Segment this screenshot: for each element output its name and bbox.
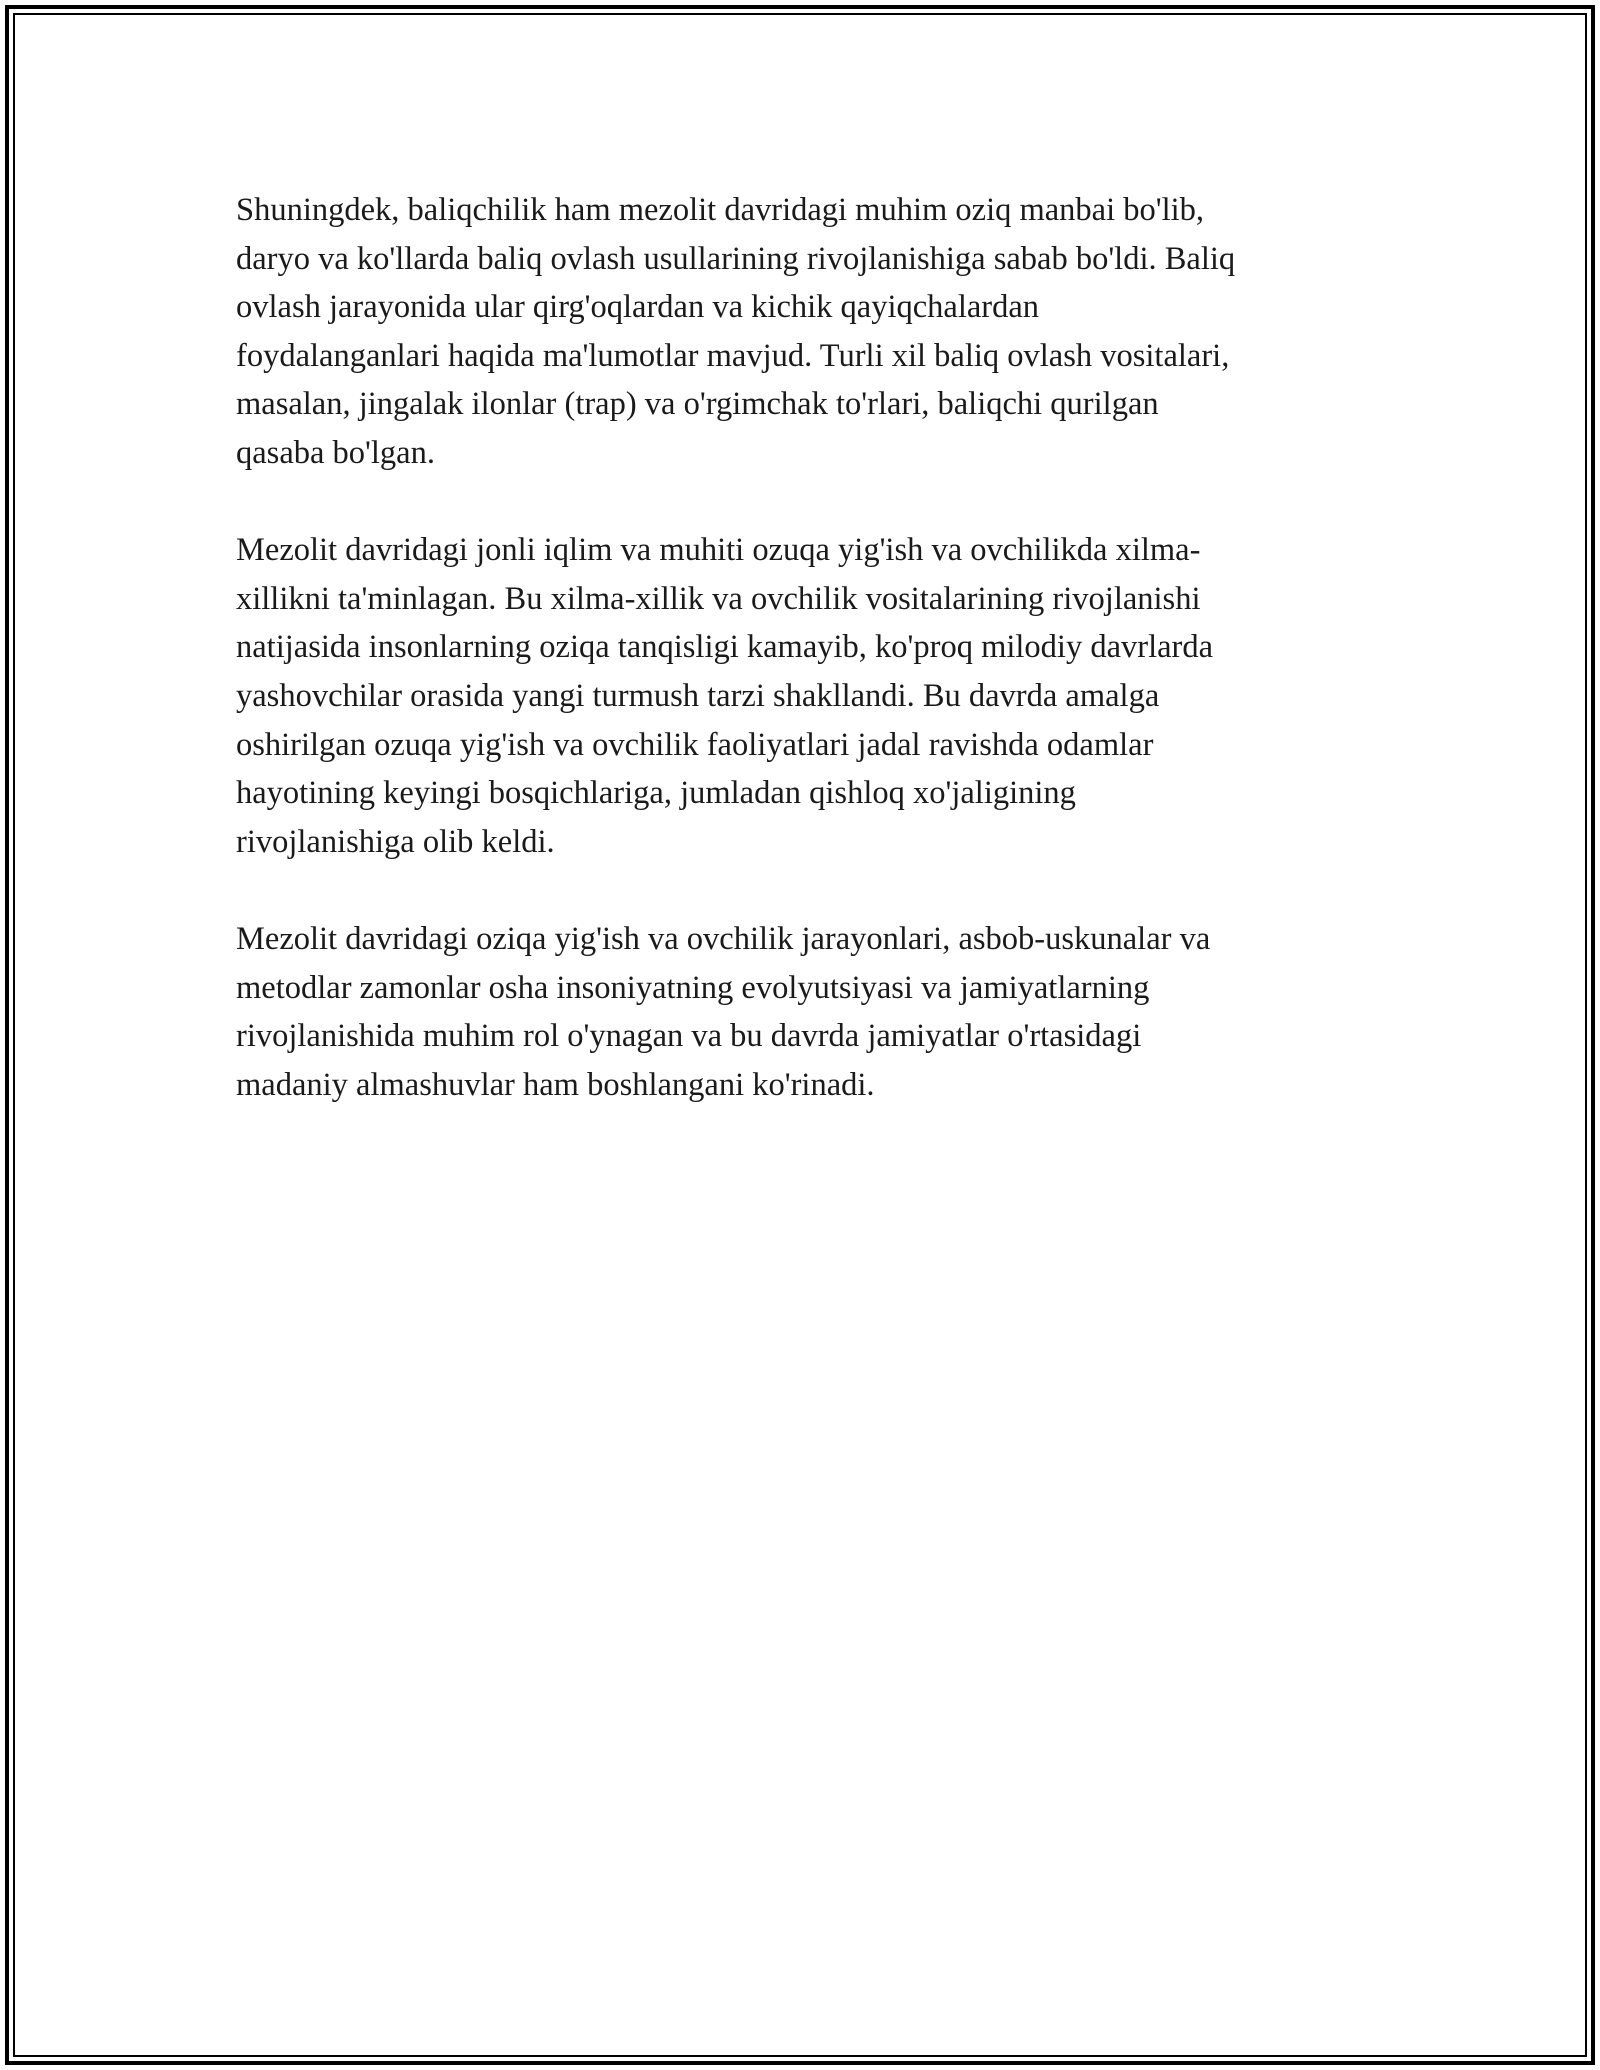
paragraph-2: Mezolit davridagi jonli iqlim va muhiti ozuqa yig'ish va ovchilikda xilma- xillikni ta'minlagan. Bu xilma-xillik va ovchilik vositalarining rivojlanishi natijasida insonlarning oziqa tanqisligi kamayib, ko'proq milodiy davrlarda yashovchilar orasida yangi turmush tarzi shakllandi. Bu davrda amalga oshirilgan ozuqa yig'ish va ovchilik faoliyatlari jadal ravishda odamlar hayotining keyingi bosqichlariga, jumladan qishloq xo'jaligining rivojlanishiga olib keldi.	[236, 532, 1214, 860]
paragraph-3: Mezolit davridagi oziqa yig'ish va ovchilik jarayonlari, asbob-uskunalar va metodlar zamonlar osha insoniyatning evolyutsiyasi va jamiyatlarning rivojlanishida muhim rol o'ynagan va bu davrda jamiyatlar o'rtasidagi madaniy almashuvlar ham boshlangani ko'rinadi.	[236, 920, 1211, 1103]
document-body	[236, 186, 1376, 1158]
paragraph-1: Shuningdek, baliqchilik ham mezolit davridagi muhim oziq manbai bo'lib, daryo va ko'llarda baliq ovlash usullarining rivojlanishiga sabab bo'ldi. Baliq ovlash jarayonida ular qirg'oqlardan va kichik qayiqchalardan foydalanganlari haqida ma'lumotlar mavjud. Turli xil baliq ovlash vositalari, masalan, jingalak ilonlar (trap) va o'rgimchak to'rlari, baliqchi qurilgan qasaba bo'lgan.	[236, 192, 1236, 471]
